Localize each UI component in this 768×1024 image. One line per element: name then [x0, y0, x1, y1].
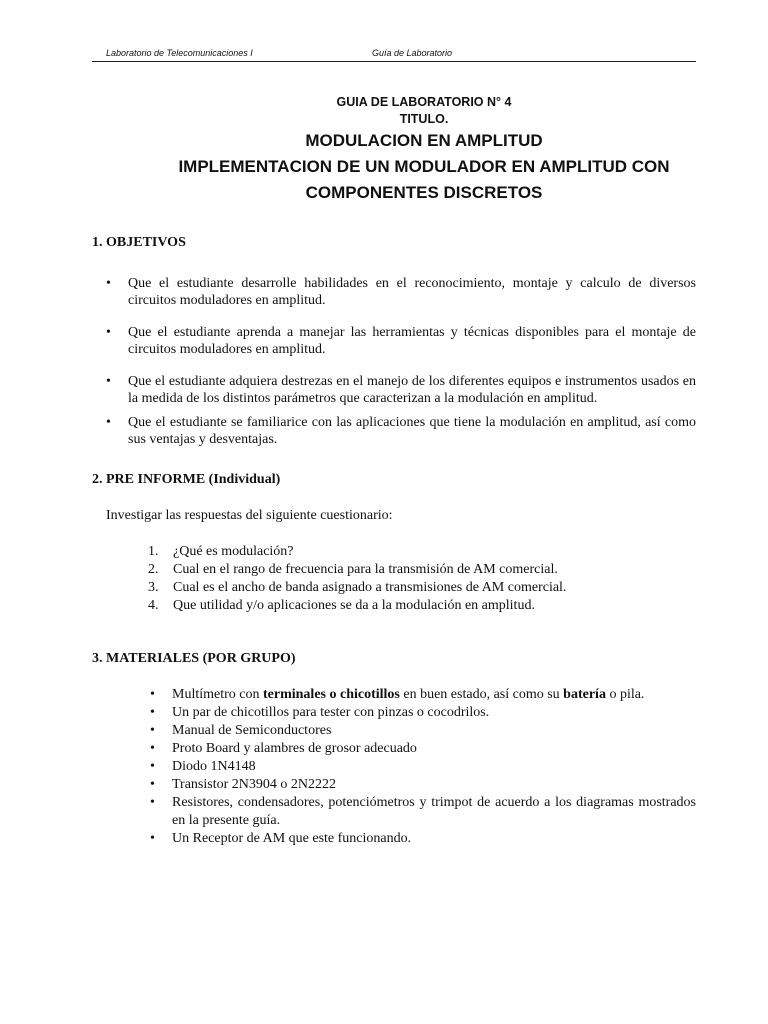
header-doc-type: Guía de Laboratorio	[372, 48, 453, 58]
list-item: 1. ¿Qué es modulación?	[148, 544, 294, 559]
bullet-icon: •	[150, 795, 155, 810]
materials-list	[148, 686, 696, 848]
list-item: • Transistor 2N3904 o 2N2222	[150, 777, 336, 792]
list-item: 3. Cual es el ancho de banda asignado a transmisiones de AM comercial.	[148, 580, 567, 595]
section-heading-preinforme: 2. PRE INFORME (Individual)	[92, 472, 281, 487]
bullet-icon: •	[150, 741, 155, 756]
list-item: • Multímetro con terminales o chicotillos en buen estado, así como su batería o pila.	[150, 687, 645, 702]
bullet-icon: •	[106, 374, 111, 389]
questions-list	[148, 543, 708, 615]
list-item: • Resistores, condensadores, potenciómetros y trimpot de acuerdo a los diagramas mostrados en la presente guía.	[150, 795, 696, 828]
list-item: • Proto Board y alambres de grosor adecuado	[150, 741, 417, 756]
bullet-icon: •	[150, 831, 155, 846]
bullet-icon: •	[150, 777, 155, 792]
list-item: • Que el estudiante adquiera destrezas en el manejo de los diferentes equipos e instrumentos usados en la medida de los distintos parámetros que caracterizan a la modulación en amplitud.	[106, 374, 696, 406]
list-item: • Que el estudiante aprenda a manejar las herramientas y técnicas disponibles para el montaje de circuitos moduladores en amplitud.	[106, 325, 696, 357]
list-item: 2. Cual en el rango de frecuencia para la transmisión de AM comercial.	[148, 562, 558, 577]
bullet-icon: •	[150, 687, 155, 702]
bullet-icon: •	[106, 325, 111, 340]
bullet-icon: •	[150, 759, 155, 774]
header-course: Laboratorio de Telecomunicaciones I	[106, 48, 253, 58]
main-title: MODULACION EN AMPLITUD	[305, 131, 543, 150]
bullet-icon: •	[150, 705, 155, 720]
bullet-icon: •	[150, 723, 155, 738]
section-heading-materiales: 3. MATERIALES (POR GRUPO)	[92, 651, 296, 666]
title-label: TITULO.	[399, 112, 449, 126]
list-item: • Manual de Semiconductores	[150, 723, 332, 738]
guide-number: GUIA DE LABORATORIO N° 4	[336, 95, 512, 109]
list-item: 4. Que utilidad y/o aplicaciones se da a la modulación en amplitud.	[148, 598, 535, 613]
subtitle-line-1: IMPLEMENTACION DE UN MODULADOR EN AMPLITUD CON	[178, 157, 670, 176]
title-block	[92, 94, 756, 206]
list-item: • Un par de chicotillos para tester con pinzas o cocodrilos.	[150, 705, 490, 720]
objectives-list	[104, 275, 696, 448]
page-header	[92, 47, 696, 62]
list-item: • Diodo 1N4148	[150, 759, 256, 774]
subtitle-line-2: COMPONENTES DISCRETOS	[305, 183, 543, 202]
bullet-icon: •	[106, 415, 111, 430]
list-item: • Que el estudiante se familiarice con las aplicaciones que tiene la modulación en amplitud, así como sus ventajas y desventajas.	[106, 415, 696, 447]
list-item: • Que el estudiante desarrolle habilidades en el reconocimiento, montaje y calculo de diversos circuitos moduladores en amplitud.	[106, 276, 696, 308]
list-item: • Un Receptor de AM que este funcionando.	[150, 831, 412, 846]
section-heading-objetivos: 1. OBJETIVOS	[92, 235, 186, 250]
bullet-icon: •	[106, 276, 111, 291]
questionnaire-intro: Investigar las respuestas del siguiente cuestionario:	[106, 508, 393, 523]
